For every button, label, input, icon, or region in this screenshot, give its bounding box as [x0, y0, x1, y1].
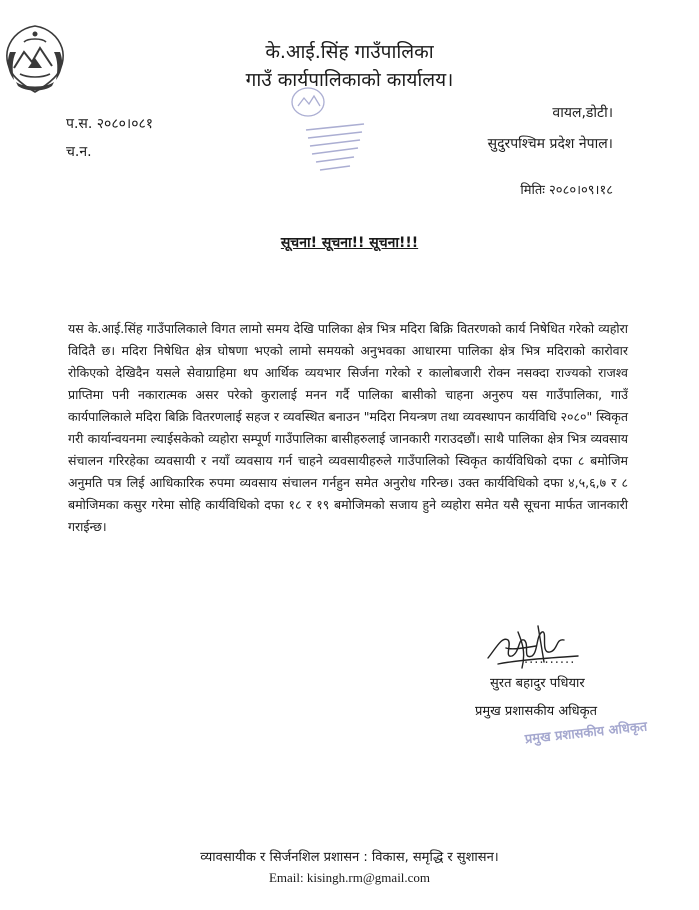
footer-email: Email: kisingh.rm@gmail.com — [268, 870, 431, 885]
office-seal-icon — [276, 80, 376, 186]
notice-heading-text: सूचना! सूचना!! सूचना!!! — [280, 235, 419, 251]
office-subtitle: गाउँ कार्यपालिकाको कार्यालय। — [245, 69, 454, 91]
reference-number: प.स. २०८०।०८१ — [66, 116, 154, 132]
signature-icon — [478, 618, 608, 680]
footer-motto: व्यावसायीक र सिर्जनशिल प्रशासन : विकास, समृद्धि र सुशासन। — [200, 850, 499, 865]
notice-heading — [0, 233, 699, 252]
issue-date: मितिः २०८०।०९।१८ — [520, 183, 613, 198]
signatory-name: सुरत बहादुर पधियार — [490, 676, 585, 691]
signatory-title: प्रमुख प्रशासकीय अधिकृत — [475, 704, 598, 719]
designation-stamp-icon — [520, 707, 650, 747]
location-line-2: सुदुरपश्चिम प्रदेश नेपाल। — [487, 136, 613, 152]
office-title: के.आई.सिंह गाउँपालिका — [265, 41, 434, 63]
signature-line: .......... — [524, 652, 576, 667]
dispatch-number: च.न. — [66, 144, 92, 160]
location-line-1: वायल,डोटी। — [552, 105, 613, 121]
notice-body: यस के.आई.सिंह गाउँपालिकाले विगत लामो समय देखि पालिका क्षेत्र भित्र मदिरा बिक्रि वितरणको कार्य निषेधित गरेको व्यहोरा विदितै छ। मदिरा निषेधित क्षेत्र घोषणा भएको लामो समयको अनुभवका आधारमा पालिका क्षेत्र भित्र मदिराको कारोवार रोकिएको देखिदैन यसले सेवाग्राहिमा थप आर्थिक व्ययभार सिर्जना गरेको र कालोबजारी रोक्न नसक्दा राज्यको राजश्व प्राप्तिमा पनी नकारात्मक असर परेको कुरालाई मनन गर्दै पालिका बासीको चाहना अनुरुप यस गाउँपालिका, गाउँ कार्यपालिकाले मदिरा बिक्रि वितरणलाई सहज र व्यवस्थित बनाउन "मदिरा नियन्त्रण तथा व्यवस्थापन कार्यविधि २०८०" स्विकृत गरी कार्यान्वयनमा ल्याईसकेको व्यहोरा सम्पूर्ण गाउँपालिका बासीहरुलाई जानकारी गराउदछौं। साथै पालिका क्षेत्र भित्र व्यवसाय संचालन गरिरहेका व्यवसायी र नयाँ व्यवसाय गर्न चाहने व्यवसायीहरुले गाउँपालिको स्विकृत कार्यविधिको दफा ८ बमोजिम अनुमति पत्र लिई आधिकारिक रुपमा व्यवसाय संचालन गर्नहुन समेत अनुरोध गरिन्छ। उक्त कार्यविधिको दफा ४,५,६,७ र ८ बमोजिमका कसुर गरेमा सोहि कार्यविधिको दफा १८ र १९ बमोजिमको सजाय हुने व्यहोरा समेत यसै सूचना मार्फत जानकारी गराईन्छ। — [68, 321, 628, 534]
designation-stamp-text: प्रमुख प्रशासकीय अधिकृत — [524, 719, 648, 747]
